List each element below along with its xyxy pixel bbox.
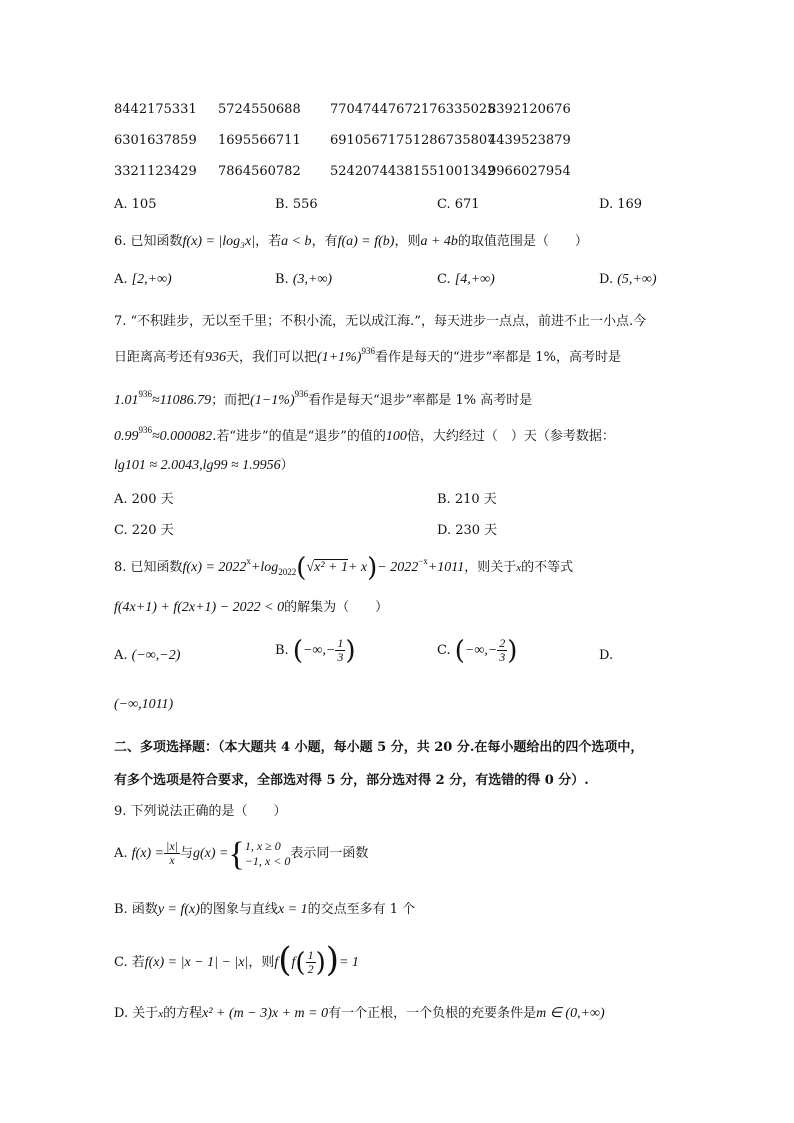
q8-exponent: x <box>246 556 251 566</box>
q9-b-expr: y = f(x) <box>157 902 200 917</box>
option-c[interactable]: C. 220 天 <box>114 523 174 538</box>
q9-c-func: f <box>291 955 296 970</box>
q8-func: + x <box>347 560 368 575</box>
q6-cond: ，若 <box>255 234 282 249</box>
question-9-option-a[interactable]: A. f(x) = $\frac{|x|}{x}$ 与g(x) ={ 1, x ≥ 0 −1, x < 0 表示同一函数 <box>114 836 369 873</box>
option-value: −∞,− <box>464 643 498 658</box>
random-row-1 <box>114 102 571 117</box>
fraction-denominator: 3 <box>337 650 344 664</box>
q7-text: 倍，大约经过（ ）天（参考数据： <box>406 429 615 444</box>
random-row-2 <box>114 133 571 148</box>
q6-func: f(x) = |log₃x| <box>182 234 256 249</box>
option-value: (−∞,1011) <box>114 697 174 712</box>
question-7-line-1: 7. “不积跬步，无以至千里；不积小流，无以成江海.”，每天进步一点点，前进不止一小点.今 <box>114 314 647 329</box>
q8-text: 的不等式 <box>521 560 574 575</box>
q9-b-text: B. 函数 <box>114 902 158 917</box>
q7-text: .若“进步”的值是“退步”的值的 <box>212 429 386 444</box>
random-cell: 8392120676 <box>488 102 571 117</box>
question-7-line-3 <box>114 389 532 409</box>
option-label: D. <box>599 648 614 663</box>
option-label: B. <box>275 643 289 658</box>
option-d-value[interactable] <box>114 697 173 713</box>
q8-func: − 2022 <box>377 560 419 575</box>
random-cell: 69105671751286735807 <box>330 133 496 148</box>
q9-a-g: g(x) = <box>193 846 229 861</box>
option-b[interactable]: B. 556 <box>275 197 318 212</box>
q6-eq: f(a) = f(b) <box>337 234 395 249</box>
random-cell: 7864560782 <box>218 164 301 179</box>
random-cell: 77047447672176335025 <box>330 102 496 117</box>
option-label: A. <box>114 846 128 861</box>
q7-value: ≈11086.79 <box>152 393 212 408</box>
question-6-stem <box>114 230 588 250</box>
fraction-denominator: x <box>169 853 175 867</box>
option-b[interactable]: B. (−∞,− $\frac{1}{3}$ ) <box>275 636 356 666</box>
option-a[interactable]: A. 200 天 <box>114 492 174 507</box>
q7-value: ≈0.000082 <box>152 429 213 444</box>
q8-func: +1011 <box>427 560 465 575</box>
q8-func: f(x) = 2022 <box>182 560 247 575</box>
q7-value: 100 <box>385 429 407 444</box>
option-c[interactable] <box>437 272 495 288</box>
q9-d-text: 有一个正根，一个负根的充要条件是 <box>328 1006 537 1021</box>
option-label: A. <box>114 648 128 663</box>
q8-ineq: f(4x+1) + f(2x+1) − 2022 < 0 <box>114 600 285 615</box>
q8-sqrt-content: x² + 1 <box>314 560 348 575</box>
q9-b-expr: x = 1 <box>277 902 308 917</box>
q7-text: ；而把 <box>211 393 251 408</box>
option-d[interactable] <box>599 272 657 288</box>
question-8-stem: 8. 已知函数$f(x) = 2022^x+\log_{2022}(√x^2 + 1+ x)- 2022^{-x}+1011$，则关于x的不等式 <box>114 553 574 583</box>
fraction-numerator: 1 <box>307 948 314 962</box>
q7-expr: 1.01 <box>114 393 139 408</box>
q6-suffix: 的取值范围是（ ） <box>457 234 588 249</box>
q7-exponent: 936 <box>361 346 375 356</box>
option-value: [4,+∞) <box>454 272 495 287</box>
fraction-denominator: 3 <box>499 650 506 664</box>
q8-exponent: −x <box>418 556 428 566</box>
random-cell: 9966027954 <box>488 164 571 179</box>
q9-d-expr: m ∈ (0,+∞) <box>536 1006 605 1021</box>
option-label: C. <box>437 272 451 287</box>
q9-d-text: 的方程 <box>163 1006 203 1021</box>
q9-a-text: 表示同一函数 <box>290 846 369 861</box>
q7-expr: 0.99 <box>114 429 139 444</box>
option-value: (−∞,−2) <box>131 648 181 663</box>
question-9-option-b[interactable] <box>114 898 415 918</box>
option-c[interactable]: C. (−∞,− $\frac{2}{3}$ ) <box>437 636 518 666</box>
fraction-denominator: 2 <box>307 962 314 976</box>
q8-text: ，则关于 <box>464 560 517 575</box>
question-9-option-d[interactable] <box>114 1002 605 1022</box>
fraction-numerator: |x| <box>166 839 178 853</box>
q7-expr: (1+1%) <box>317 350 362 365</box>
q7-days: 936 <box>205 350 227 365</box>
q7-text: 日距离高考还有 <box>114 350 206 365</box>
option-a[interactable]: A. 105 <box>114 197 157 212</box>
q8-prefix: 8. 已知函数 <box>114 560 183 575</box>
q9-a-lhs: f(x) = <box>131 846 165 861</box>
q7-exponent: 936 <box>138 425 152 435</box>
q9-c-expr: f(x) = |x − 1| − |x| <box>144 955 249 970</box>
q7-reference-data: lg101 ≈ 2.0043,lg99 ≈ 1.9956 <box>114 458 281 473</box>
option-value: −∞,− <box>302 643 336 658</box>
question-7-line-2 <box>114 346 621 366</box>
option-a[interactable] <box>114 272 172 288</box>
q9-c-text: ，则 <box>248 955 275 970</box>
option-label: D. <box>599 272 614 287</box>
option-value: (3,+∞) <box>292 272 333 287</box>
q9-b-text: 的图象与直线 <box>199 902 278 917</box>
option-value: [2,+∞) <box>131 272 172 287</box>
random-cell: 52420744381551001342 <box>330 164 496 179</box>
q6-cond2: ，有 <box>311 234 338 249</box>
q9-c-text: C. 若 <box>114 955 145 970</box>
random-row-3 <box>114 164 571 179</box>
section-2-heading-line-1: 二、多项选择题：（本大题共 4 小题，每小题 5 分，共 20 分.在每小题给出的四个选项中， <box>114 740 644 755</box>
option-value: (5,+∞) <box>617 272 657 287</box>
question-8-inequality <box>114 596 388 616</box>
q7-exponent: 936 <box>138 389 152 399</box>
option-d[interactable] <box>599 648 613 663</box>
q8-log-base: 2022 <box>278 567 297 577</box>
q8-text: 的解集为（ ） <box>284 600 389 615</box>
random-cell: 1695566711 <box>218 133 301 148</box>
q9-c-func: f <box>274 955 279 970</box>
q9-d-text: D. 关于 <box>114 1006 159 1021</box>
q7-text: 看作是每天“退步”率都是 1% 高考时是 <box>308 393 533 408</box>
piecewise-case: 1, x ≥ 0 <box>244 838 281 853</box>
q7-text: 看作是每天的“进步”率都是 1%，高考时是 <box>374 350 622 365</box>
question-9-stem: 9. 下列说法正确的是（ ） <box>114 804 287 819</box>
q7-text: ） <box>280 458 294 473</box>
q6-ineq: a < b <box>281 234 312 249</box>
option-a[interactable] <box>114 648 180 664</box>
q9-d-expr: x² + (m − 3)x + m = 0 <box>202 1006 329 1021</box>
option-c[interactable]: C. 671 <box>437 197 480 212</box>
q9-c-expr: = 1 <box>338 955 359 970</box>
random-cell: 4439523879 <box>488 133 571 148</box>
section-2-heading-line-2: 有多个选项是符合要求，全部选对得 5 分，部分选对得 2 分，有选错的得 0 分）. <box>114 773 589 788</box>
q9-d-var: x <box>158 1008 164 1020</box>
q8-func: +log <box>250 560 279 575</box>
q6-prefix: 6. 已知函数 <box>114 234 183 249</box>
question-7-line-4 <box>114 425 615 445</box>
fraction-numerator: 1 <box>337 636 344 650</box>
q6-ask: ，则 <box>394 234 421 249</box>
q9-a-text: 与 <box>179 846 193 861</box>
random-cell: 6301637859 <box>114 133 197 148</box>
q7-text: 天，我们可以把 <box>226 350 318 365</box>
option-d[interactable]: D. 169 <box>599 197 643 212</box>
q7-exponent: 936 <box>294 389 309 399</box>
option-label: C. <box>437 643 451 658</box>
q7-expr: (1−1%) <box>250 393 295 408</box>
random-cell: 3321123429 <box>114 164 197 179</box>
random-cell: 5724550688 <box>218 102 301 117</box>
question-7-line-5 <box>114 454 294 474</box>
q8-var: x <box>516 562 522 574</box>
option-d[interactable]: D. 230 天 <box>437 523 498 538</box>
option-b[interactable]: B. 210 天 <box>437 492 497 507</box>
option-label: B. <box>275 272 289 287</box>
question-9-option-c[interactable]: C. 若f(x) = |x − 1| − |x|，则f(f( $\frac{1}{2}$ ))= 1 <box>114 940 359 980</box>
option-b[interactable] <box>275 272 332 288</box>
piecewise-case: −1, x < 0 <box>244 853 291 868</box>
q9-b-text: 的交点至多有 1 个 <box>307 902 416 917</box>
fraction-numerator: 2 <box>499 636 506 650</box>
random-cell: 8442175331 <box>114 102 197 117</box>
option-label: A. <box>114 272 128 287</box>
q6-expr: a + 4b <box>420 234 458 249</box>
